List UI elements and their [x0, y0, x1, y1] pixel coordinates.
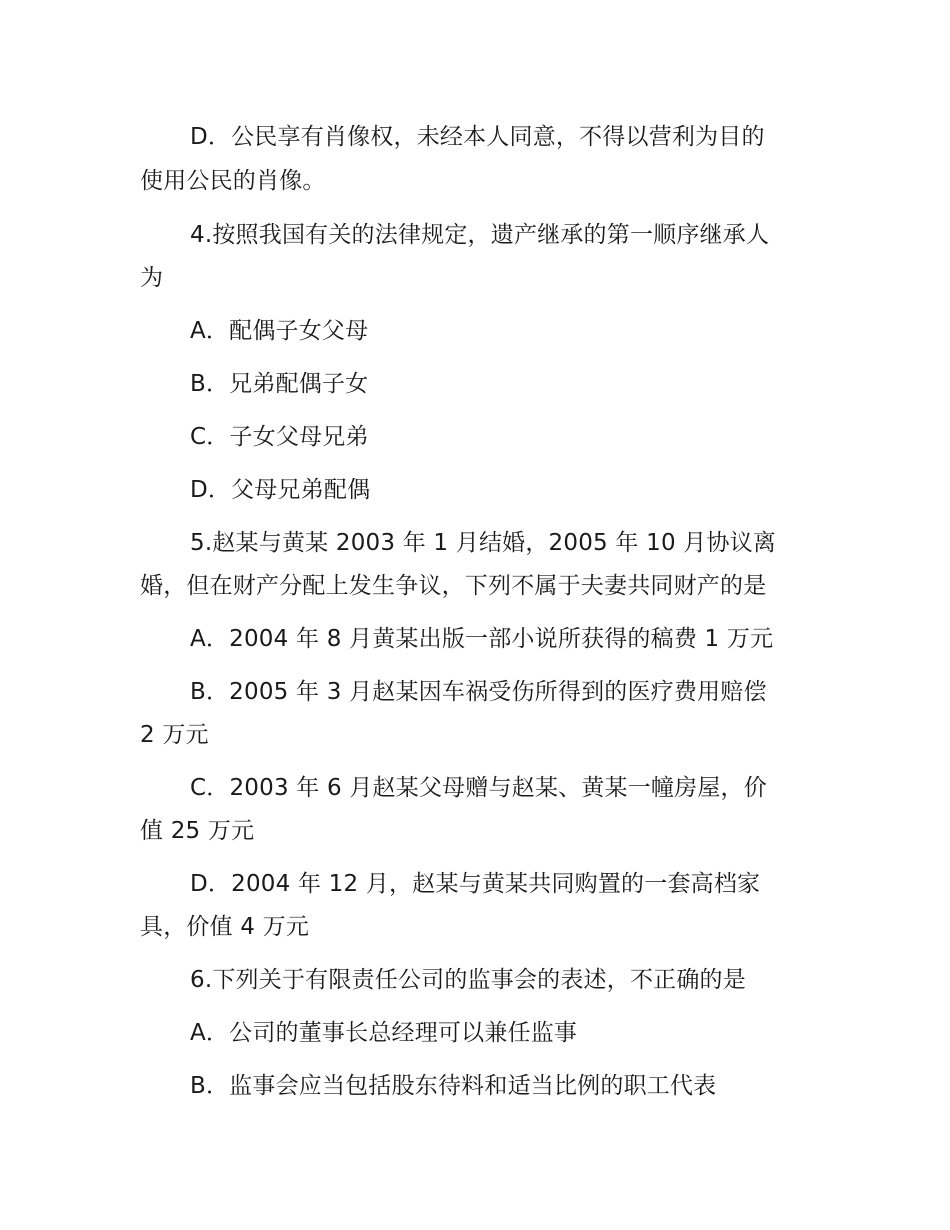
option-b-q5-line-1: B．2005 年 3 月赵某因车祸受伤所得到的医疗费用赔偿: [190, 679, 767, 705]
question-4-line-1: 4.按照我国有关的法律规定，遗产继承的第一顺序继承人: [190, 222, 770, 248]
option-d-q4: D．父母兄弟配偶: [190, 477, 371, 503]
question-5-line-1: 5.赵某与黄某 2003 年 1 月结婚，2005 年 10 月协议离: [190, 530, 777, 556]
option-c-q5-line-2: 值 25 万元: [140, 818, 255, 844]
option-b-q4: B．兄弟配偶子女: [190, 371, 369, 397]
option-a-q5: A．2004 年 8 月黄某出版一部小说所获得的稿费 1 万元: [190, 626, 774, 652]
option-d-q5-line-2: 具，价值 4 万元: [140, 914, 310, 940]
question-4-line-2: 为: [140, 265, 164, 291]
option-d-q5-line-1: D．2004 年 12 月，赵某与黄某共同购置的一套高档家: [190, 871, 761, 897]
option-c-q4: C．子女父母兄弟: [190, 424, 369, 450]
option-d-q3-line-2: 使用公民的肖像。: [140, 168, 326, 194]
option-a-q6: A．公司的董事长总经理可以兼任监事: [190, 1020, 578, 1046]
question-5-line-2: 婚，但在财产分配上发生争议，下列不属于夫妻共同财产的是: [140, 573, 767, 599]
option-c-q5-line-1: C．2003 年 6 月赵某父母赠与赵某、黄某一幢房屋，价: [190, 775, 767, 801]
option-b-q6: B．监事会应当包括股东待料和适当比例的职工代表: [190, 1073, 717, 1099]
question-6-line-1: 6.下列关于有限责任公司的监事会的表述，不正确的是: [190, 967, 746, 993]
option-d-q3-line-1: D．公民享有肖像权，未经本人同意，不得以营利为目的: [190, 124, 765, 150]
option-a-q4: A．配偶子女父母: [190, 318, 369, 344]
option-b-q5-line-2: 2 万元: [140, 722, 209, 748]
